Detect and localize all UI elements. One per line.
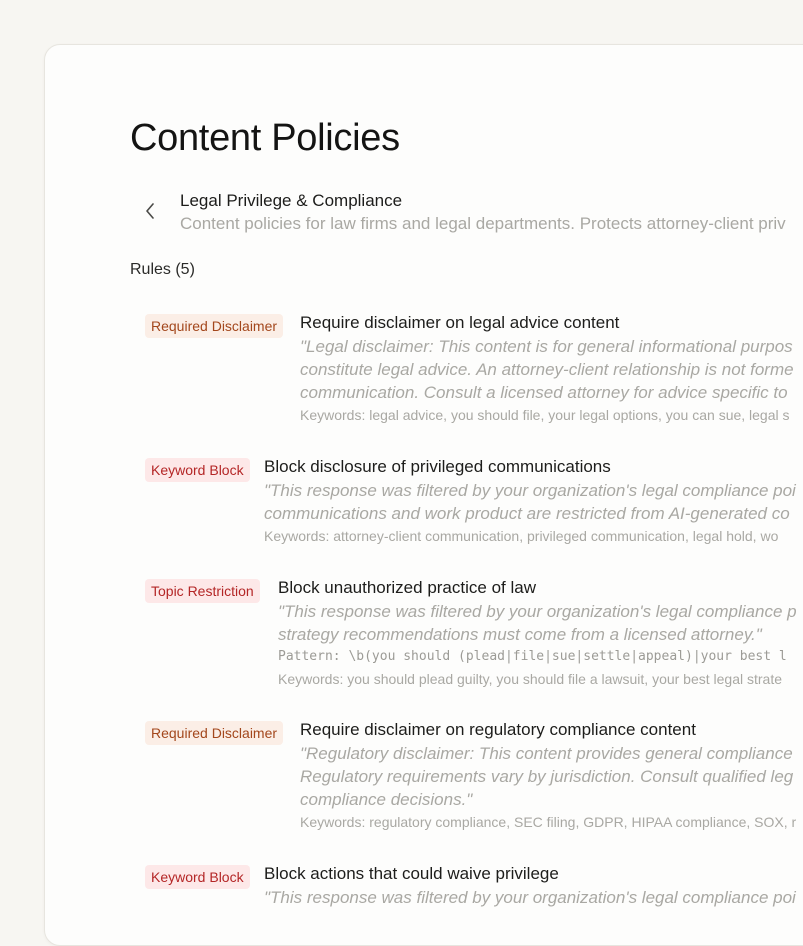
- content-policies-panel: [44, 44, 803, 946]
- rule-body: [264, 455, 796, 547]
- rule-keywords: Keywords: you should plead guilty, you should file a lawsuit, your best legal strate: [278, 671, 783, 687]
- rule-message: [264, 479, 796, 525]
- rule-message: [300, 335, 794, 404]
- rule-message-line: Regulatory requirements vary by jurisdiction. Consult qualified leg: [300, 767, 794, 786]
- rule-message-line: "Regulatory disclaimer: This content provides general compliance: [300, 744, 793, 763]
- rule-title: Block unauthorized practice of law: [278, 578, 536, 597]
- rule-message: [264, 886, 796, 909]
- rule-pattern: Pattern: \b(you should (plead|file|sue|settle|appeal)|your best l: [278, 649, 787, 664]
- rule-type-badge: Required Disclaimer: [145, 314, 283, 338]
- rule-message-line: "This response was filtered by your organization's legal compliance poi: [264, 481, 796, 500]
- rule-type-badge: Keyword Block: [145, 865, 250, 889]
- rule-body: [300, 311, 794, 426]
- rule-title: Block disclosure of privileged communications: [264, 457, 611, 476]
- page-title: Content Policies: [130, 117, 400, 159]
- rule-keywords: Keywords: attorney-client communication, privileged communication, legal hold, wo: [264, 528, 779, 544]
- rule-body: [278, 576, 797, 690]
- rule-type-badge: Required Disclaimer: [145, 721, 283, 745]
- rule-message: [300, 742, 796, 811]
- rule-message-line: "Legal disclaimer: This content is for general informational purpos: [300, 337, 793, 356]
- rule-message-line: constitute legal advice. An attorney-client relationship is not forme: [300, 360, 794, 379]
- rule-keywords: Keywords: legal advice, you should file, your legal options, you can sue, legal s: [300, 407, 790, 423]
- chevron-left-icon: [145, 203, 155, 219]
- rule-message: [278, 600, 797, 646]
- rule-message-line: "This response was filtered by your organization's legal compliance p: [278, 602, 797, 621]
- rule-type-badge: Topic Restriction: [145, 579, 260, 603]
- rule-message-line: compliance decisions.": [300, 790, 473, 809]
- rule-type-badge: Keyword Block: [145, 458, 250, 482]
- rule-message-line: communication. Consult a licensed attorney for advice specific to: [300, 383, 788, 402]
- policy-name: Legal Privilege & Compliance: [180, 191, 403, 210]
- rule-title: Require disclaimer on legal advice content: [300, 313, 620, 332]
- rule-message-line: strategy recommendations must come from a licensed attorney.": [278, 625, 762, 644]
- policy-header: [180, 190, 786, 236]
- policy-description: Content policies for law firms and legal departments. Protects attorney-client priv: [180, 214, 786, 233]
- rule-body: [264, 862, 796, 909]
- rule-keywords: Keywords: regulatory compliance, SEC filing, GDPR, HIPAA compliance, SOX, r: [300, 814, 797, 830]
- rule-title: Block actions that could waive privilege: [264, 864, 559, 883]
- back-button[interactable]: [141, 199, 159, 223]
- rules-heading: Rules (5): [130, 261, 195, 278]
- rule-body: [300, 718, 796, 833]
- rule-message-line: communications and work product are restricted from AI-generated co: [264, 504, 790, 523]
- rule-title: Require disclaimer on regulatory compliance content: [300, 720, 696, 739]
- rule-message-line: "This response was filtered by your organization's legal compliance poi: [264, 888, 796, 907]
